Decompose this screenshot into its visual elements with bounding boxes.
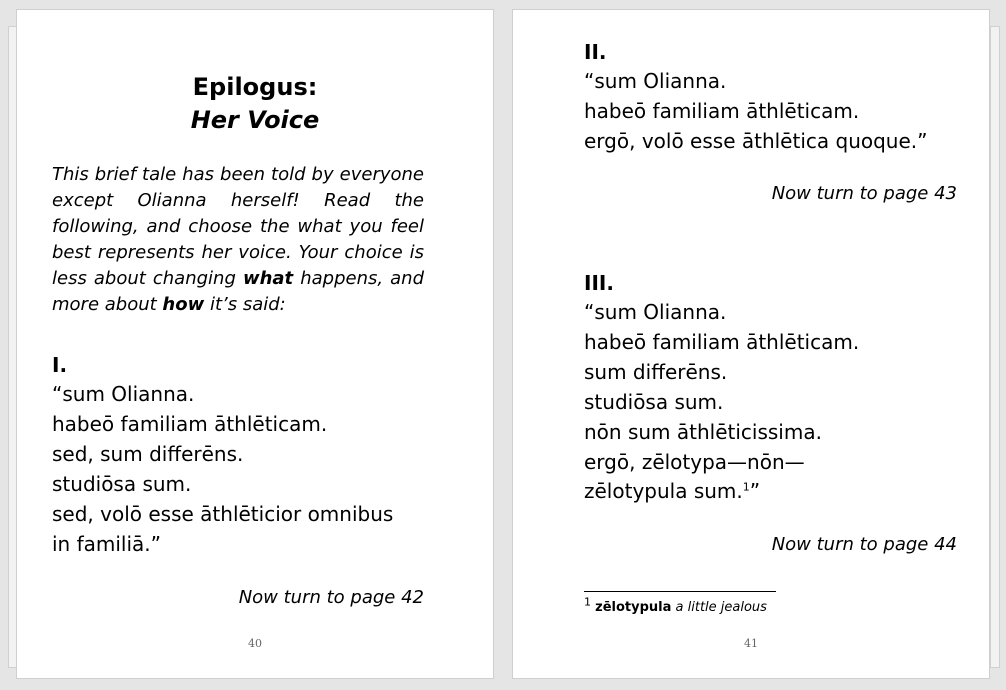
verse-line: habeō familiam āthlēticam. bbox=[584, 99, 860, 123]
verse-line: “sum Olianna. bbox=[584, 69, 727, 93]
footnote-reference[interactable]: 1 bbox=[742, 480, 750, 494]
verse-line: in familiā.” bbox=[52, 532, 162, 556]
epilogue-subtitle: Her Voice bbox=[190, 106, 320, 134]
verse-line: studiōsa sum. bbox=[584, 390, 724, 414]
verse-line: sum differēns. bbox=[584, 360, 728, 384]
page-40 bbox=[16, 9, 494, 679]
section-heading-iii: III. bbox=[584, 271, 614, 295]
footnote-mark: 1 bbox=[584, 595, 591, 609]
footnote-separator bbox=[584, 591, 776, 592]
footnote-term: zēlotypula bbox=[595, 600, 672, 615]
section-heading-i: I. bbox=[52, 353, 68, 377]
page-number: 40 bbox=[248, 637, 262, 650]
verse-line: nōn sum āthlēticissima. bbox=[584, 420, 822, 444]
verse-line: sed, sum differēns. bbox=[52, 442, 244, 466]
turn-to-page-42: Now turn to page 42 bbox=[238, 587, 424, 608]
turn-to-page-44: Now turn to page 44 bbox=[771, 534, 957, 555]
page-number: 41 bbox=[744, 637, 758, 650]
verse-line: sed, volō esse āthlēticior omnibus bbox=[52, 502, 394, 526]
verse-line: habeō familiam āthlēticam. bbox=[52, 412, 328, 436]
page-41 bbox=[512, 9, 990, 679]
verse-line: ergō, zēlotypa—nōn— bbox=[584, 450, 805, 474]
verse-line: studiōsa sum. bbox=[52, 472, 192, 496]
emphasis-what: what bbox=[242, 268, 294, 289]
epilogue-title: Epilogus: bbox=[192, 73, 318, 101]
verse-line: “sum Olianna. bbox=[52, 382, 195, 406]
verse-line: ergō, volō esse āthlētica quoque.” bbox=[584, 129, 928, 153]
emphasis-how: how bbox=[162, 294, 205, 315]
verse-line: “sum Olianna. bbox=[584, 300, 727, 324]
section-heading-ii: II. bbox=[584, 40, 607, 64]
intro-paragraph: This brief tale has been told by everyone except Olianna herself! Read the following, and choose the what you feel best represents her voice. Your choice is less about changing what happens, and more about how it’s said: bbox=[52, 164, 425, 315]
footnote bbox=[584, 595, 767, 618]
page-edge-right bbox=[990, 26, 1000, 668]
verse-line: zēlotypula sum.$^1$” bbox=[584, 479, 761, 503]
turn-to-page-43: Now turn to page 43 bbox=[771, 183, 957, 204]
footnote-gloss: a little jealous bbox=[675, 600, 767, 615]
verse-line: habeō familiam āthlēticam. bbox=[584, 330, 860, 354]
